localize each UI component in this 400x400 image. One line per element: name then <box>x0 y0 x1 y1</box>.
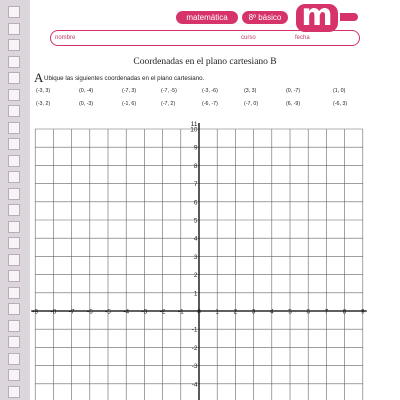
coordinate-item: (6, -9) <box>286 101 301 107</box>
x-tick-label: 3 <box>251 308 256 316</box>
coordinate-item: (3, 3) <box>244 88 257 94</box>
y-tick-label: 11 <box>190 121 198 128</box>
coordinate-item: (-7, 0) <box>244 101 259 107</box>
coordinate-item: (0, -7) <box>286 88 301 94</box>
y-tick-label: 6 <box>193 199 198 207</box>
logo-m: m <box>296 4 338 32</box>
x-tick-label: 0 <box>197 308 201 316</box>
y-tick-label: -2 <box>191 344 198 352</box>
coordinate-item: (-6, -7) <box>202 101 218 107</box>
name-field-label: nombre <box>55 35 76 41</box>
x-tick-label: -1 <box>177 308 184 316</box>
x-tick-label: -7 <box>68 308 75 316</box>
x-tick-label: -3 <box>141 308 148 316</box>
x-tick-label: -6 <box>86 308 93 316</box>
y-tick-label: 10 <box>190 126 198 134</box>
x-tick-label: 2 <box>233 308 238 316</box>
x-tick-label: 6 <box>306 308 311 316</box>
course-field-label: curso <box>241 35 256 41</box>
x-tick-label: 4 <box>269 308 274 316</box>
x-tick-label: 8 <box>342 308 347 316</box>
section-letter: A <box>34 70 44 85</box>
coordinate-item: (-1, 6) <box>122 101 137 107</box>
y-tick-label: 8 <box>193 162 198 170</box>
x-tick-label: 7 <box>324 308 329 316</box>
x-tick-label: -9 <box>32 308 39 316</box>
x-tick-label: -2 <box>159 308 166 316</box>
y-tick-label: -3 <box>191 363 198 371</box>
x-tick-label: -4 <box>123 308 130 316</box>
y-tick-label: 3 <box>193 253 198 261</box>
y-tick-label: 2 <box>193 272 198 280</box>
coordinate-item: (0, -4) <box>79 88 94 94</box>
coordinate-item: (0, -3) <box>79 101 94 107</box>
date-field-label: fecha <box>295 35 310 41</box>
y-tick-label: -1 <box>191 326 198 334</box>
y-tick-label: 7 <box>193 181 198 189</box>
y-tick-label: 5 <box>193 217 198 225</box>
instruction-text: Ubique las siguientes coordenadas en el plano cartesiano. <box>44 75 205 82</box>
x-tick-label: -5 <box>105 308 111 316</box>
coordinate-item: (-3, 3) <box>36 88 51 94</box>
coordinate-item: (-7, -5) <box>161 88 177 94</box>
y-tick-label: 9 <box>193 144 198 152</box>
worksheet-title: Coordenadas en el plano cartesiano B <box>133 57 277 67</box>
grade-badge: 8º básico <box>242 11 288 24</box>
coordinate-item: (-3, -6) <box>202 88 218 94</box>
x-tick-label: 5 <box>288 308 292 316</box>
y-tick-label: 4 <box>193 235 198 243</box>
coordinate-item: (1, 0) <box>333 88 346 94</box>
subject-badge: matemática <box>176 11 238 24</box>
y-tick-label: -4 <box>191 381 198 389</box>
coordinate-item: (-7, 2) <box>161 101 176 107</box>
coordinate-item: (-7, 3) <box>122 88 137 94</box>
x-tick-label: -8 <box>50 308 57 316</box>
x-tick-label: 9 <box>360 308 365 316</box>
x-tick-label: 1 <box>215 308 220 316</box>
coordinate-item: (-3, 2) <box>36 101 51 107</box>
y-tick-label: 1 <box>193 290 198 298</box>
coordinate-item: (-6, 3) <box>333 101 348 107</box>
